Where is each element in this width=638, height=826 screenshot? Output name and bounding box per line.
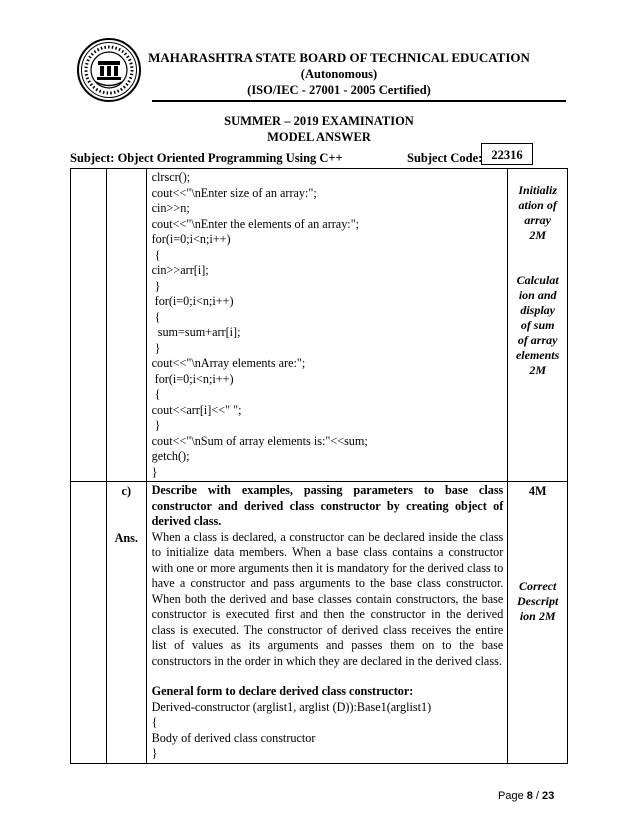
code-line: } [151, 340, 161, 355]
code-line: cin>>arr[i]; [151, 263, 209, 277]
code-line: for(i=0;i<n;i++) [151, 371, 234, 386]
code-line: cout<<"\nSum of array elements is:"<<sum; [151, 433, 368, 448]
marks-initialization [508, 169, 567, 243]
subject-name: Subject: Object Oriented Programming Using C++ [70, 151, 343, 165]
code-line: } [151, 278, 161, 293]
marks-line: array [524, 213, 551, 227]
general-form-block [152, 700, 504, 762]
table-row [71, 482, 568, 764]
code-line: cout<<arr[i]<<" "; [151, 402, 242, 417]
cell-empty [71, 482, 107, 764]
code-line: } [151, 418, 161, 432]
marks-line: Descript [516, 593, 559, 608]
code-line: for(i=0;i<n;i++) [151, 294, 234, 308]
code-line: } [151, 464, 158, 479]
form-line: Body of derived class constructor [151, 730, 316, 745]
code-block [152, 170, 504, 480]
label-cell [106, 482, 146, 764]
marks-line: ation of [518, 198, 557, 212]
page-prefix: Page [498, 790, 527, 802]
code-line: clrscr(); [151, 170, 191, 184]
marks-line: ion and [518, 288, 557, 302]
form-line: { [151, 715, 158, 729]
page-footer [498, 790, 554, 802]
marks-calculation [508, 273, 567, 378]
autonomous-label: (Autonomous) [300, 67, 378, 81]
answer-paragraph: When a class is declared, a constructor can be declared inside the class to initialize data members. When a base class contains a constructor with one or more arguments then it is mandatory for the derived class to have a constructor and pass arguments to the base class constructor. When both the derived and base classes contain constructors, the base constructor is executed first and then the constructor in the derived class is executed. The constructor of derived class receives the entire list of values as its arguments and passes them on to the base constructors in the order in which they are declared in the derived class. [151, 529, 504, 668]
marks-cell [508, 169, 568, 482]
header-divider [152, 100, 566, 102]
marks-total: 4M [528, 484, 547, 498]
form-line: Derived-constructor (arglist1, arglist (D)):Base1(arglist1) [151, 699, 432, 714]
code-line: { [151, 387, 161, 401]
page-number: 8 [526, 790, 533, 802]
code-line: { [151, 309, 161, 324]
answer-cell [146, 482, 508, 764]
board-name: MAHARASHTRA STATE BOARD OF TECHNICAL EDUCATION [148, 50, 530, 65]
marks-line: 2M [529, 363, 546, 377]
code-line: getch(); [151, 449, 190, 463]
subject-code-box: 22316 [481, 143, 533, 165]
code-line: cout<<"\nEnter the elements of an array:"; [151, 216, 360, 231]
answer-table [70, 168, 568, 764]
iso-certification: (ISO/IEC - 27001 - 2005 Certified) [247, 83, 431, 97]
code-cell [146, 169, 508, 482]
page-total: 23 [542, 790, 555, 802]
marks-line: Initializ [518, 183, 557, 197]
subject-code-label: Subject Code: [407, 151, 483, 165]
code-line: for(i=0;i<n;i++) [151, 232, 231, 246]
code-line: sum=sum+arr[i]; [151, 325, 241, 339]
exam-title: SUMMER – 2019 EXAMINATION [224, 114, 414, 128]
marks-description [508, 579, 567, 624]
marks-line: 2M [529, 228, 546, 242]
question-text: Describe with examples, passing parameters to base class constructor and derived class constructor by creating object of derived class. [151, 483, 504, 528]
code-line: cin>>n; [151, 201, 190, 215]
question-label: c) [121, 484, 132, 498]
answer-label: Ans. [114, 530, 138, 545]
marks-line: of sum [520, 318, 555, 332]
page-separator: / [532, 790, 543, 802]
form-line: } [151, 746, 158, 760]
marks-line: elements [515, 348, 560, 362]
code-line: { [151, 247, 161, 262]
marks-line: Calculat [516, 273, 559, 287]
marks-line: ion 2M [519, 608, 556, 623]
general-form-title: General form to declare derived class constructor: [151, 684, 414, 698]
code-line: cout<<"\nArray elements are:"; [151, 356, 306, 370]
marks-line: display [520, 303, 555, 317]
cell-empty [106, 169, 146, 482]
marks-line: Correct [518, 578, 557, 593]
marks-line: of array [517, 333, 558, 347]
code-line: cout<<"\nEnter size of an array:"; [151, 185, 317, 200]
table-row [71, 169, 568, 482]
marks-cell [508, 482, 568, 764]
cell-empty [71, 169, 107, 482]
model-answer-title: MODEL ANSWER [267, 130, 371, 144]
